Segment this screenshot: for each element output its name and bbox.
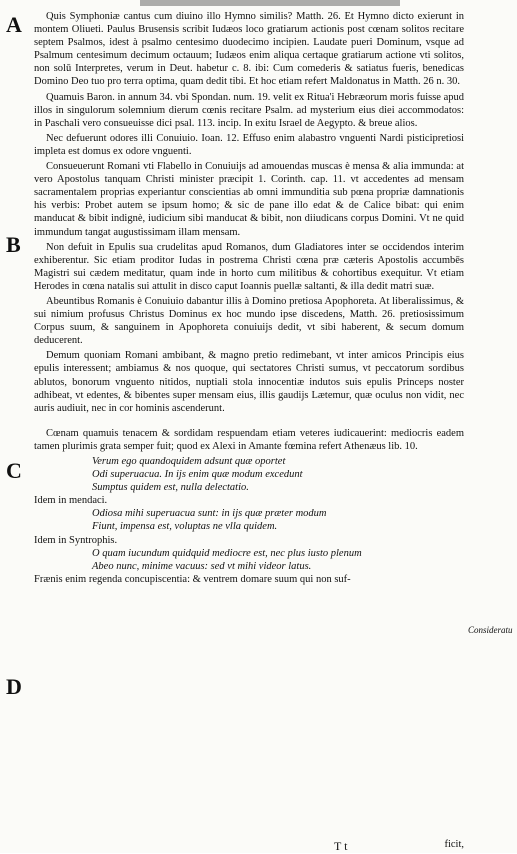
margin-letter-c: C [6, 458, 22, 483]
paragraph-apophoreta: Abeuntibus Romanis è Conuiuio dabantur illis à Domino pretiosa Apophoreta. At liberalissimus, & sui nimium profusus Christus Dominus ex hoc mundo ipse discedens, Matth. 26. pretiosissimum Corpus suum, & sanguinem in Apophoreta conuiuijs dedit, vt sibi haberent, & secum domum deducerent. [34, 295, 464, 347]
verse-line: Odi superuacua. In ijs enim quæ modum excedunt [92, 469, 303, 481]
paragraph-symphony: Quis Symphoniæ cantus cum diuino illo Hymno similis? Matth. 26. Et Hymno dicto exierunt in montem Oliueti. Paulus Brusensis scribit Iudæos loco gratiarum actionis post cœnam solitos recitare septem Psalmos, idest à psalmo centesimo duodecimo incipien. Laudate pueri Dominum, vsque ad Psalmum centesimum decimum octauum; Iudæos enim aliqua certaque gratiarum actione vti solitos, non solū Interpretes, verum in Deut. habetur c. 8. ibi: Cum comederis & satiatus fueris, benedicas Domino Deo tuo pro terra optima, quam dedit tibi. Et hoc etiam refert Maldonatus in Matth. 26 n. 30. [34, 11, 464, 88]
main-text [34, 10, 464, 588]
paragraph-baronius: Quamuis Baron. in annum 34. vbi Spondan. num. 19. velit ex Ritua'i Hebræorum moris fuisse apud illos in singulorum solemnium dierum cœnis recitare Psalm. ad mysterium eius diei accommodatos: in Paschali vero consueuisse dici psal. 113. incip. In exitu Israel de Aegypto. & breue alios. [34, 91, 464, 129]
margin-letter-d: D [6, 674, 22, 699]
paragraph-odores: Nec defuerunt odores illi Conuiuio. Ioan. 12. Effuso enim alabastro vnguenti Nardi pisticipretiosi impleta est domus ex odore vnguenti. [34, 132, 464, 157]
paragraph-coenam: Cœnam quamuis tenacem & sordidam respuendam etiam veteres iudicauerint: mediocris eadem tamen plurimis grata semper fuit; quod ex Alexi in Amante fœmina refert Athenæus lib. 10. [34, 427, 464, 452]
verse-line: Sumptus quidem est, nulla delectatio. [92, 482, 249, 494]
verse-line: Odiosa mihi superuacua sunt: in ijs quæ præter modum [92, 508, 327, 520]
paragraph-crudelitas: Non defuit in Epulis sua crudelitas apud Romanos, dum Gladiatores inter se occidendos interim exhiberentur. Sic etiam proditor Iudas in postrema Christi cœna præ cæteris Apostolis accumbēs Magistri sui cædem meditatur, quam inde in horto cum militibus & cohortibus exequitur. Vt etiam Herodes in cœna natalis sui attulit in disco caput Ioannis puellæ saltanti, & illa dedit matri suæ. [34, 241, 464, 292]
verse-block-3 [34, 534, 464, 573]
verse-heading: Idem in Syntrophis. [34, 534, 118, 546]
page-top-shadow [140, 0, 400, 6]
verse-heading: Idem in mendaci. [34, 495, 108, 507]
verse-line: Abeo nunc, minime vacuus: sed vt mihi videor latus. [92, 560, 312, 572]
margin-letter-a: A [6, 12, 22, 37]
verse-line: Fiunt, impensa est, voluptas ne vlla quidem. [92, 521, 278, 533]
paragraph-demum: Demum quoniam Romani ambibant, & magno pretio redimebant, vt inter amicos Principis eius epulis interessent; ambiamus & nos quoque, qui sectatores Christi sumus, vt peccatorum sordibus ablutos, bonorum vnguento nitidos, nuptiali stola innocentiæ indutos suis epulis Princeps noster adhibeat, vt edentes, & bibentes super mensam eius, illis gaudijs Lætemur, quæ oculus non vidit, nec auris audiuit, nec in cor hominis ascenderunt. [34, 350, 464, 414]
catchword: ficit, [444, 839, 464, 850]
verse-line: O quam iucundum quidquid mediocre est, nec plus iusto plenum [92, 547, 362, 559]
verse-line: Verum ego quandoquidem adsunt quæ oportet [92, 456, 286, 467]
verse-block-1 [34, 455, 464, 494]
verse-block-2 [34, 494, 464, 533]
closing-line: Frænis enim regenda concupiscentia: & ventrem domare suum qui non suf- [34, 573, 351, 585]
margin-note: Consideratu [468, 625, 513, 635]
signature-mark: T t [334, 839, 348, 853]
margin-letter-b: B [6, 232, 21, 257]
paragraph-flabellum: Consueuerunt Romani vti Flabello in Conuiuijs ad amouendas muscas è mensa & alia immunda: at vero Apostolus tanquam Christi minister præcipit 1. Corinth. cap. 11. vt accedentes ad mensam sacramentalem proprias experiantur conscientias ab omni immunditia sub pœna propriæ damnationis his verbis: Probet autem se ipsum homo; & sic de pane illo edat & de Calice bibat: qui enim manducat & bibit indignè, iudicium sibi manducat & bibit, non diiudicans corpus Domini. Vt ne quid immundum tangat augustissimam illam mensam. [34, 161, 464, 238]
